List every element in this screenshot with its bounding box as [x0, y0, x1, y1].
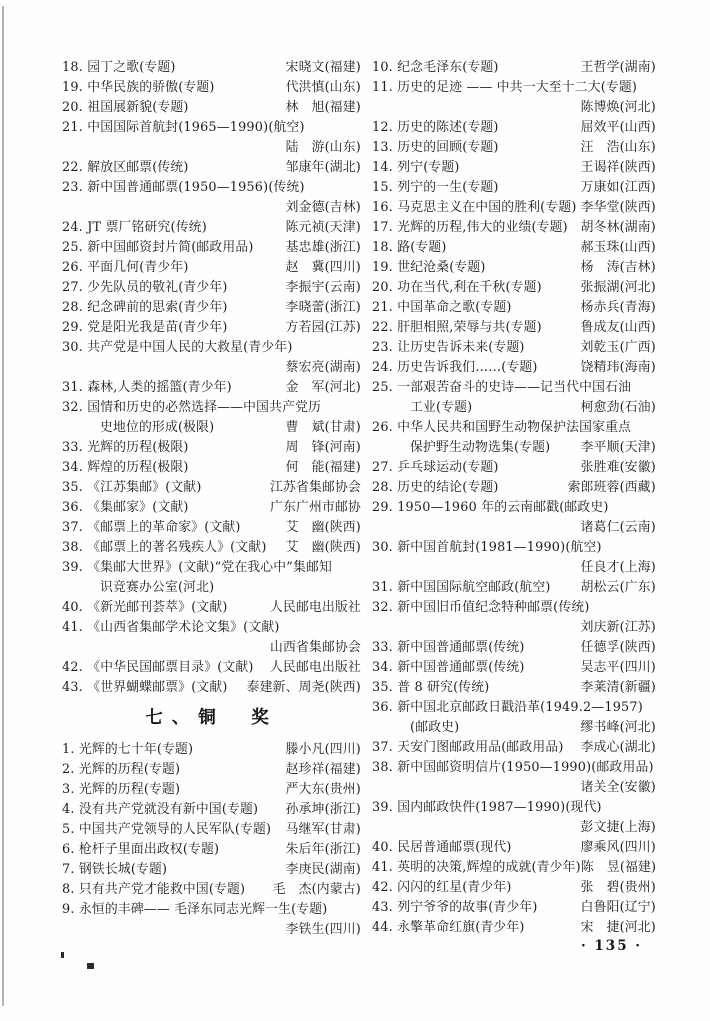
award-entry-line [372, 58, 656, 78]
award-entry-winner: 杨赤兵(青海) [580, 300, 656, 315]
award-entry-line [372, 338, 656, 358]
award-entry-title: 30. 共产党是中国人民的大救星(青少年) [62, 340, 293, 355]
award-entry-title: 20. 祖国展新貌(专题) [62, 100, 189, 115]
award-entry-line [372, 118, 656, 138]
award-entry-winner: 朱后年(浙江) [285, 842, 361, 857]
award-entry-title: 9. 永恒的丰碑—— 毛泽东同志光辉一生(专题) [62, 902, 328, 917]
award-entry-winner: 金 军(河北) [285, 380, 361, 395]
award-entry-winner: 屈效平(山西) [580, 120, 656, 135]
award-entry-winner: 诸关全(安徽) [580, 780, 656, 795]
award-entry-line [62, 58, 361, 78]
award-entry-winner: 泰建新、周尧(陕西) [246, 680, 361, 695]
award-entry-title: 17. 光辉的历程,伟大的业绩(专题) [372, 220, 568, 235]
award-entry-winner: 胡松云(广东) [580, 580, 656, 595]
award-entry-winner: 汪 浩(山东) [580, 140, 656, 155]
award-entry-title: 29. 党是阳光我是苗(青少年) [62, 320, 228, 335]
award-entry-winner: 杨 涛(吉林) [580, 260, 656, 275]
award-entry-title: 19. 中华民族的骄傲(专题) [62, 80, 215, 95]
award-entry-winner: 李铁生(四川) [285, 922, 361, 937]
award-entry-winner: 刘金德(吉林) [285, 200, 361, 215]
award-entry-line [62, 880, 361, 900]
award-entry-title: 13. 历史的回顾(专题) [372, 140, 499, 155]
award-entry-line [372, 698, 656, 718]
award-entry-line [372, 158, 656, 178]
award-entry-title: 40. 民居普通邮票(现代) [372, 840, 512, 855]
award-entry-line [62, 278, 361, 298]
award-entry-title: 35. 普 8 研究(传统) [372, 680, 490, 695]
award-entry-line [62, 618, 361, 638]
award-entry-winner: 广东广州市邮协 [270, 500, 361, 515]
award-entry-winner: 索郎班蓉(西藏) [567, 480, 656, 495]
award-entry-line [372, 758, 656, 778]
award-entry-title: 10. 纪念毛泽东(专题) [372, 60, 499, 75]
award-entry-line [62, 358, 361, 378]
award-entry-winner: 王谒祥(陕西) [580, 160, 656, 175]
award-entry-winner: 陈 昱(福建) [580, 860, 657, 875]
award-entry-line [372, 918, 656, 938]
award-entry-title: 6. 枪杆子里面出政权(专题) [62, 842, 220, 857]
award-entry-title: 22. 解放区邮票(传统) [62, 160, 189, 175]
award-entry-title: 21. 中国国际首航封(1965—1990)(航空) [62, 120, 305, 135]
award-entry-title: 8. 只有共产党才能救中国(专题) [62, 882, 246, 897]
award-entry-title: 14. 列宁(专题) [372, 160, 460, 175]
award-entry-line [372, 898, 656, 918]
award-entry-winner: 廖乘风(四川) [580, 840, 656, 855]
award-entry-winner: 赵 冀(四川) [285, 260, 361, 275]
award-entry-winner: 白鲁阳(辽宁) [580, 900, 656, 915]
award-entry-line [372, 78, 656, 98]
award-entry-line [62, 418, 361, 438]
award-entry-title: 37. 天安门图邮政用品(邮政用品) [372, 740, 564, 755]
award-entry-line [62, 218, 361, 238]
award-entry-line [62, 658, 361, 678]
award-entry-winner: 饶精玮(海南) [580, 360, 656, 375]
award-entry-title: 保护野生动物选集(专题) [410, 440, 551, 455]
award-entry-title: 11. 历史的足迹 —— 中共一大至十二大(专题) [372, 80, 638, 95]
award-entry-title: 33. 新中国普通邮票(传统) [372, 640, 525, 655]
award-entry-title: 15. 列宁的一生(专题) [372, 180, 499, 195]
award-entry-winner: 缪书峰(河北) [580, 720, 656, 735]
award-entry-winner: 李庚民(湖南) [285, 862, 361, 877]
award-entry-line [62, 860, 361, 880]
award-entry-winner: 马继军(甘肃) [285, 822, 361, 837]
award-entry-winner: 周 锋(河南) [285, 440, 361, 455]
award-entry-line [372, 738, 656, 758]
award-entry-line [372, 858, 656, 878]
award-entry-winner: 李振宇(云南) [285, 280, 361, 295]
award-entry-title: 31. 新中国国际航空邮政(航空) [372, 580, 551, 595]
award-entry-title: 23. 新中国普通邮票(1950—1956)(传统) [62, 180, 305, 195]
award-entry-line [62, 398, 361, 418]
award-entry-winner: 赵珍祥(福建) [285, 762, 361, 777]
award-entry-winner: 何 能(福建) [285, 460, 361, 475]
award-entry-winner: 柯愈劲(石油) [580, 400, 656, 415]
award-entry-line [372, 878, 656, 898]
award-entry-title: 32. 新中国旧币值纪念特种邮票(传统) [372, 600, 590, 615]
award-entry-title: 22. 肝胆相照,荣辱与共(专题) [372, 320, 542, 335]
award-entry-winner: 万康如(江西) [580, 180, 656, 195]
award-entry-line [372, 258, 656, 278]
award-entry-title: 28. 历史的结论(专题) [372, 480, 499, 495]
award-entry-winner: 江苏省集邮协会 [270, 480, 361, 495]
award-entry-title: 42. 闪闪的红星(青少年) [372, 880, 512, 895]
award-entry-winner: 李晓蕾(浙江) [285, 300, 361, 315]
award-entry-title: 41. 英明的决策,辉煌的成就(青少年) [372, 860, 581, 875]
award-entry-line [62, 638, 361, 658]
award-entry-line [372, 618, 656, 638]
award-entry-title: 18. 路(专题) [372, 240, 447, 255]
award-entry-title: 34. 辉煌的历程(极限) [62, 460, 189, 475]
award-entry-title: 25. 一部艰苦奋斗的史诗——记当代中国石油 [372, 380, 632, 395]
page-number: · 135 · [581, 938, 642, 954]
award-entry-line [372, 498, 656, 518]
award-entry-winner: 艾 幽(陕西) [285, 520, 361, 535]
award-entry-winner: 张 碧(贵州) [580, 880, 656, 895]
award-entry-line [62, 198, 361, 218]
award-entry-winner: 任德孚(陕西) [580, 640, 656, 655]
award-entry-title: 38. 新中国邮资明信片(1950—1990)(邮政用品) [372, 760, 654, 775]
award-entry-winner: 诸葛仁(云南) [580, 520, 656, 535]
section-heading-bronze-award: 七、铜 奖 [145, 708, 278, 728]
award-entry-line [372, 398, 656, 418]
award-entry-title: 2. 光辉的历程(专题) [62, 762, 181, 777]
award-entry-winner: 滕小凡(四川) [285, 742, 361, 757]
award-entry-line [62, 740, 361, 760]
award-entry-line [372, 598, 656, 618]
award-entry-line [372, 538, 656, 558]
award-entry-line [372, 778, 656, 798]
award-entry-line [372, 198, 656, 218]
award-entry-winner: 张胜难(安徽) [580, 460, 656, 475]
award-entry-title: 24. 历史告诉我们……(专题) [372, 360, 538, 375]
award-entry-line [372, 798, 656, 818]
award-entry-title: 44. 永擎革命红旗(青少年) [372, 920, 525, 935]
award-entry-line [62, 318, 361, 338]
scan-artifact-speck [87, 963, 94, 969]
award-entry-winner: 刘乾玉(广西) [580, 340, 656, 355]
award-entry-line [62, 760, 361, 780]
award-entry-title: 26. 中华人民共和国野生动物保护法国家重点 [372, 420, 632, 435]
award-entry-title: 40. 《新光邮刊荟萃》(文献) [62, 600, 228, 615]
award-entry-winner: 人民邮电出版社 [270, 600, 361, 615]
award-entry-line [62, 780, 361, 800]
award-entry-winner: 陆 游(山东) [285, 140, 361, 155]
award-entry-line [372, 838, 656, 858]
award-entry-title: 43. 《世界蝴蝶邮票》(文献) [62, 680, 228, 695]
award-entry-line [372, 98, 656, 118]
award-entry-title: 39. 《集邮大世界》(文献)“党在我心中”集邮知 [62, 560, 333, 575]
award-entry-winner: 蔡宏亮(湖南) [285, 360, 361, 375]
award-entry-line [62, 820, 361, 840]
award-entry-title: 12. 历史的陈述(专题) [372, 120, 499, 135]
award-entry-line [372, 638, 656, 658]
award-list-right [372, 58, 656, 938]
award-entry-title: 37. 《邮票上的革命家》(文献) [62, 520, 241, 535]
award-entry-winner: 宋晓文(福建) [285, 60, 361, 75]
award-entry-winner: 彭文捷(上海) [580, 820, 656, 835]
award-entry-title: 32. 国情和历史的必然选择——中国共产党历 [62, 400, 322, 415]
award-entry-line [372, 458, 656, 478]
award-entry-line [372, 718, 656, 738]
award-entry-line [62, 158, 361, 178]
award-entry-title: 识竞赛办公室(河北) [100, 580, 215, 595]
award-list-bottom-left [62, 740, 361, 940]
award-entry-line [62, 178, 361, 198]
scan-left-edge-line [2, 6, 4, 1006]
award-entry-line [62, 518, 361, 538]
award-entry-winner: 人民邮电出版社 [270, 660, 361, 675]
award-entry-title: 20. 功在当代,利在千秋(专题) [372, 280, 542, 295]
award-entry-title: 16. 马克思主义在中国的胜利(专题) [372, 200, 577, 215]
award-entry-winner: 林 旭(福建) [285, 100, 361, 115]
award-entry-line [372, 558, 656, 578]
award-entry-winner: 任良才(上海) [580, 560, 656, 575]
award-entry-title: 38. 《邮票上的著名残疾人》(文献) [62, 540, 267, 555]
award-entry-line [62, 920, 361, 940]
award-entry-line [372, 358, 656, 378]
award-entry-line [372, 218, 656, 238]
award-entry-title: 29. 1950—1960 年的云南邮戳(邮政史) [372, 500, 609, 515]
award-entry-title: 33. 光辉的历程(极限) [62, 440, 189, 455]
award-entry-line [372, 318, 656, 338]
award-entry-title: 4. 没有共产党就没有新中国(专题) [62, 802, 259, 817]
award-entry-line [62, 298, 361, 318]
award-entry-winner: 毛 杰(内蒙古) [272, 882, 361, 897]
award-entry-line [372, 298, 656, 318]
award-entry-winner: 郝玉珠(山西) [580, 240, 656, 255]
award-entry-title: 27. 乒乓球运动(专题) [372, 460, 499, 475]
award-entry-winner: 吴志平(四川) [580, 660, 656, 675]
award-entry-winner: 严大东(贵州) [285, 782, 361, 797]
award-entry-title: 36. 新中国北京邮政日戳沿革(1949.2—1957) [372, 700, 643, 715]
award-entry-line [62, 78, 361, 98]
award-entry-title: 24. JT 票厂铭研究(传统) [62, 220, 207, 235]
award-entry-winner: 基忠雄(浙江) [285, 240, 361, 255]
award-entry-line [372, 178, 656, 198]
award-entry-winner: 艾 幽(陕西) [285, 540, 361, 555]
right-column [372, 58, 656, 938]
award-entry-line [62, 98, 361, 118]
award-entry-line [62, 478, 361, 498]
award-entry-title: 26. 平面几何(青少年) [62, 260, 189, 275]
award-entry-winner: 李成心(湖北) [580, 740, 656, 755]
award-entry-line [372, 478, 656, 498]
award-entry-title: 27. 少先队员的敬礼(青少年) [62, 280, 228, 295]
award-entry-winner: 刘庆新(江苏) [580, 620, 656, 635]
award-entry-line [62, 258, 361, 278]
award-entry-title: 史地位的形成(极限) [100, 420, 215, 435]
award-entry-winner: 曹 斌(甘肃) [285, 420, 361, 435]
left-column [62, 58, 361, 940]
award-entry-line [62, 138, 361, 158]
award-entry-line [372, 658, 656, 678]
award-entry-line [372, 138, 656, 158]
award-entry-winner: 方若园(江苏) [285, 320, 361, 335]
award-entry-title: 23. 让历史告诉未来(专题) [372, 340, 525, 355]
award-entry-line [62, 118, 361, 138]
award-entry-title: 19. 世纪沧桑(专题) [372, 260, 486, 275]
award-entry-winner: 代洪慎(山东) [285, 80, 361, 95]
award-entry-line [62, 458, 361, 478]
award-entry-title: 42. 《中华民国邮票目录》(文献) [62, 660, 254, 675]
award-entry-title: 7. 钢铁长城(专题) [62, 862, 168, 877]
award-entry-line [62, 338, 361, 358]
award-entry-line [372, 578, 656, 598]
award-entry-title: 5. 中国共产党领导的人民军队(专题) [62, 822, 272, 837]
award-entry-title: 35. 《江苏集邮》(文献) [62, 480, 202, 495]
award-entry-line [62, 378, 361, 398]
award-entry-title: 36. 《集邮家》(文献) [62, 500, 189, 515]
award-entry-line [62, 238, 361, 258]
award-entry-line [62, 538, 361, 558]
award-entry-line [62, 678, 361, 698]
award-entry-title: (邮政史) [410, 720, 460, 735]
award-entry-title: 21. 中国革命之歌(专题) [372, 300, 512, 315]
award-entry-line [372, 818, 656, 838]
award-entry-title: 41. 《山西省集邮学术论文集》(文献) [62, 620, 280, 635]
award-entry-line [62, 840, 361, 860]
award-entry-title: 1. 光辉的七十年(专题) [62, 742, 194, 757]
award-entry-winner: 宋 捷(河北) [580, 920, 656, 935]
award-entry-line [62, 598, 361, 618]
award-list-top-left [62, 58, 361, 698]
award-entry-winner: 山西省集邮协会 [270, 640, 361, 655]
award-entry-title: 25. 新中国邮资封片简(邮政用品) [62, 240, 254, 255]
award-entry-winner: 李华堂(陕西) [580, 200, 656, 215]
award-entry-line [372, 238, 656, 258]
award-entry-title: 28. 纪念碑前的思索(青少年) [62, 300, 228, 315]
award-entry-winner: 胡冬林(湖南) [580, 220, 656, 235]
award-entry-title: 31. 森林,人类的摇篮(青少年) [62, 380, 232, 395]
award-entry-line [62, 438, 361, 458]
scan-artifact-speck [61, 952, 64, 958]
award-entry-winner: 鲁成友(山西) [580, 320, 656, 335]
award-entry-title: 3. 光辉的历程(专题) [62, 782, 181, 797]
award-entry-line [372, 418, 656, 438]
award-entry-winner: 王哲学(湖南) [580, 60, 656, 75]
award-entry-winner: 孙承坤(浙江) [285, 802, 361, 817]
award-entry-line [372, 678, 656, 698]
award-entry-winner: 邹康年(湖北) [285, 160, 361, 175]
award-entry-line [62, 498, 361, 518]
award-entry-line [372, 438, 656, 458]
award-entry-title: 18. 园丁之歌(专题) [62, 60, 176, 75]
award-entry-winner: 陈博焕(河北) [580, 100, 656, 115]
award-entry-title: 34. 新中国普通邮票(传统) [372, 660, 525, 675]
award-entry-title: 工业(专题) [410, 400, 473, 415]
award-entry-winner: 李莱清(新疆) [580, 680, 656, 695]
award-entry-winner: 陈元祯(天津) [285, 220, 361, 235]
award-entry-line [62, 558, 361, 578]
award-entry-line [372, 518, 656, 538]
award-entry-title: 43. 列宁爷爷的故事(青少年) [372, 900, 538, 915]
award-entry-line [372, 278, 656, 298]
award-entry-title: 39. 国内邮政快件(1987—1990)(现代) [372, 800, 602, 815]
award-entry-winner: 李平顺(天津) [580, 440, 656, 455]
award-entry-winner: 张振湖(河北) [580, 280, 656, 295]
award-entry-line [62, 800, 361, 820]
award-entry-title: 30. 新中国首航封(1981—1990)(航空) [372, 540, 602, 555]
award-entry-line [372, 378, 656, 398]
award-entry-line [62, 578, 361, 598]
award-entry-line [62, 900, 361, 920]
